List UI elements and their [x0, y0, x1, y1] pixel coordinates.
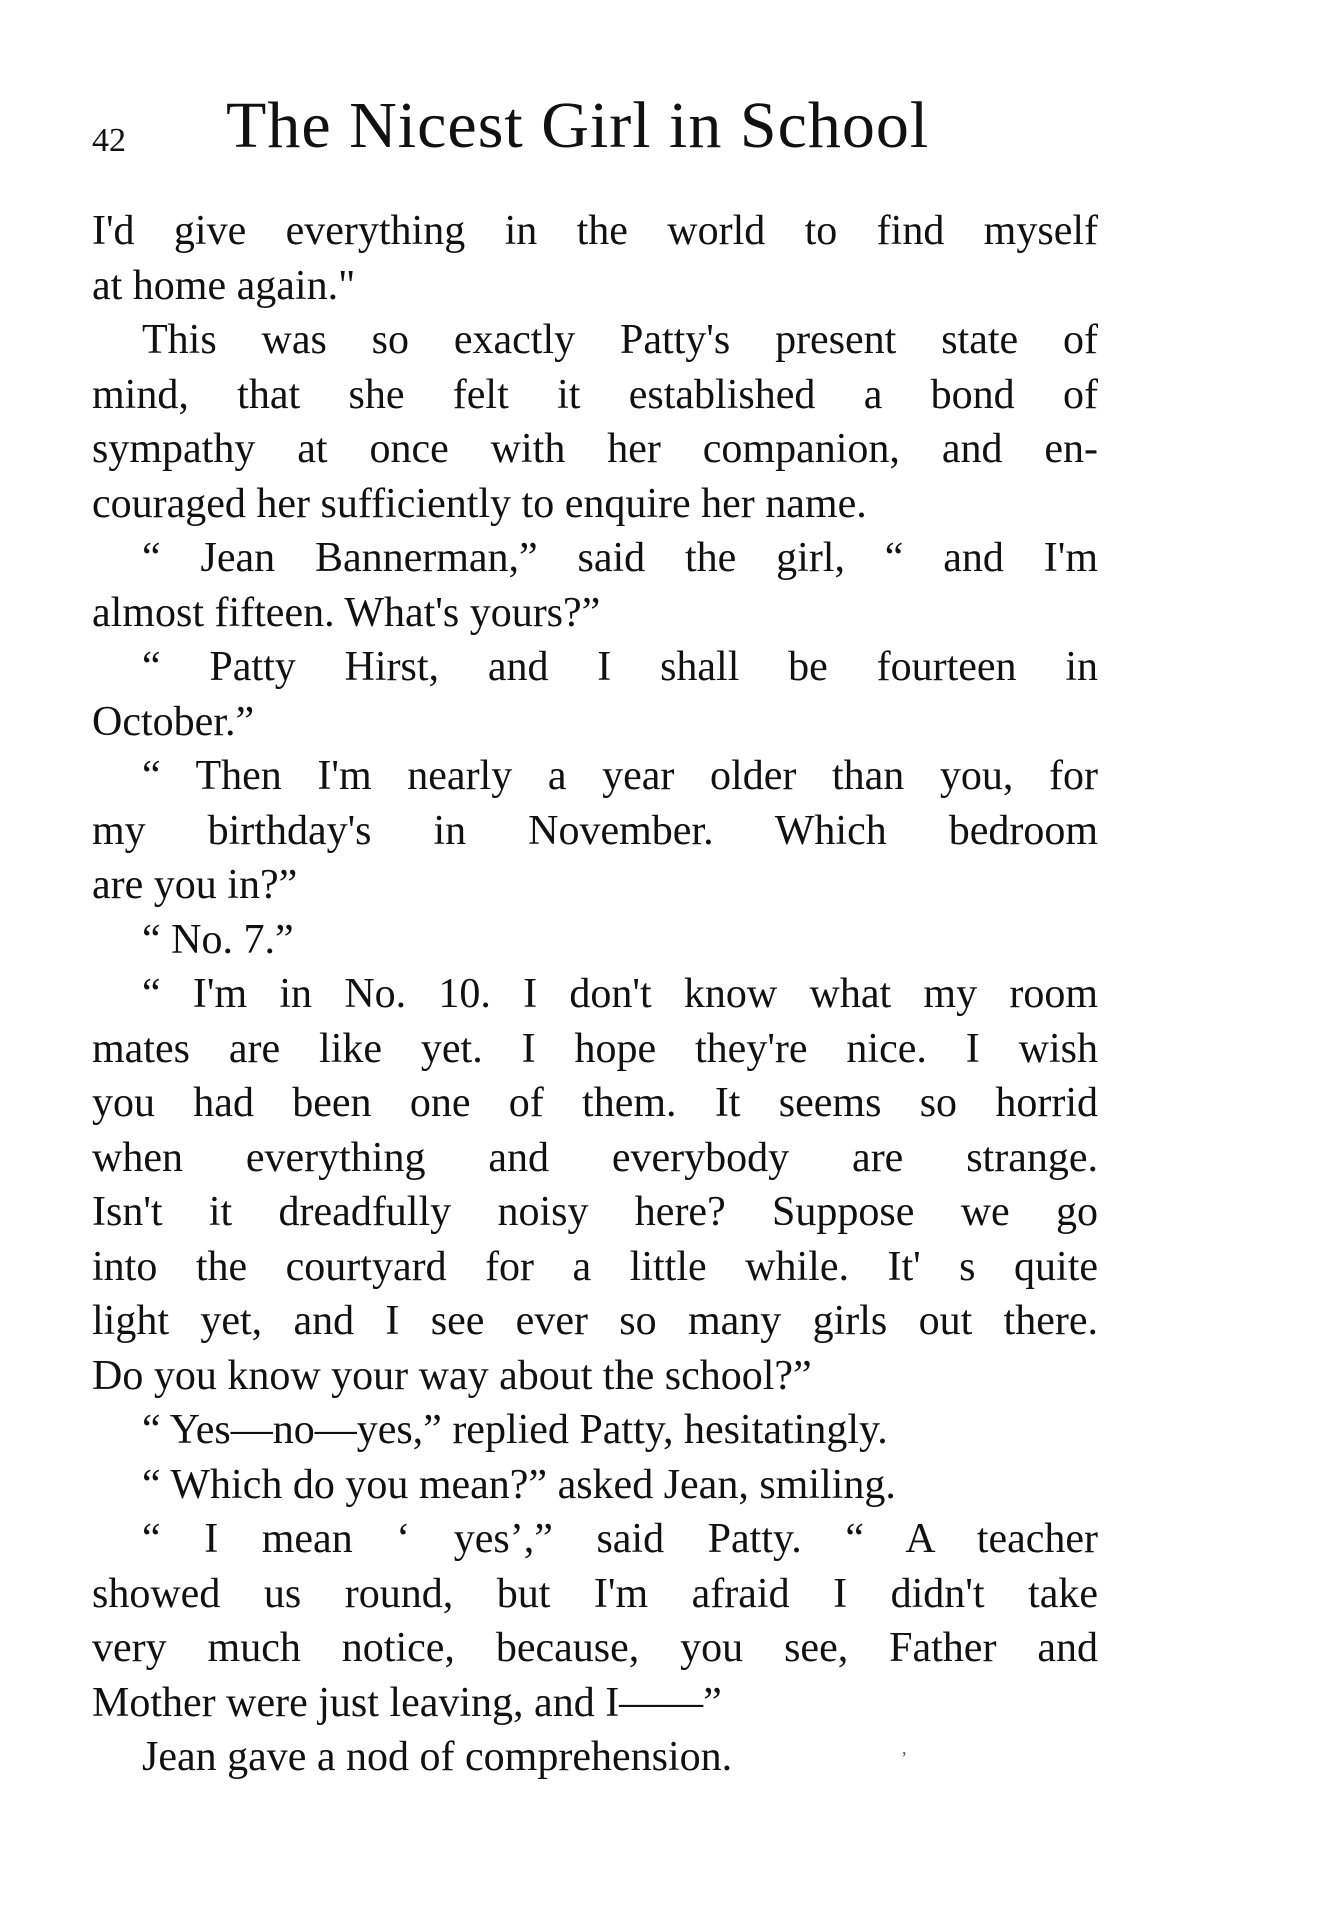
body-text	[92, 204, 1098, 1785]
text-line: mind, that she felt it established a bond of	[92, 371, 1098, 418]
text-line: very much notice, because, you see, Father and	[92, 1625, 1098, 1671]
page-number: 42	[92, 122, 126, 159]
text-line: couraged her sufficiently to enquire her name.	[92, 480, 867, 527]
text-line: mates are like yet. I hope they're nice. I wish	[92, 1025, 1098, 1072]
text-line: “ Jean Bannerman,” said the girl, “ and I'm	[142, 535, 1098, 581]
text-line: sympathy at once with her companion, and en-	[92, 426, 1098, 472]
text-line: “ Yes—no—yes,” replied Patty, hesitatingly.	[142, 1407, 888, 1453]
text-line: “ Patty Hirst, and I shall be fourteen in	[142, 644, 1098, 690]
text-line: Jean gave a nod of comprehension.	[142, 1734, 733, 1780]
text-line: at home again."	[92, 262, 356, 309]
stray-ink-mark: ,	[902, 1738, 907, 1758]
text-line: into the courtyard for a little while. It' s quite	[92, 1243, 1098, 1290]
running-title: The Nicest Girl in School	[226, 89, 930, 162]
text-line: Isn't it dreadfully noisy here? Suppose we go	[92, 1189, 1098, 1235]
text-line: “ Then I'm nearly a year older than you, for	[142, 753, 1098, 799]
text-line: “ No. 7.”	[142, 916, 294, 963]
text-line: light yet, and I see ever so many girls out there.	[92, 1298, 1098, 1344]
text-line: my birthday's in November. Which bedroom	[92, 807, 1098, 854]
page-header	[92, 88, 1092, 168]
text-line: Do you know your way about the school?”	[92, 1352, 812, 1399]
text-line: Mother were just leaving, and I——”	[92, 1679, 722, 1726]
text-line: “ Which do you mean?” asked Jean, smiling.	[142, 1461, 896, 1508]
text-line: you had been one of them. It seems so horrid	[92, 1080, 1098, 1126]
text-line: are you in?”	[92, 862, 298, 908]
text-line: This was so exactly Patty's present state of	[142, 317, 1098, 363]
text-line: October.”	[92, 698, 255, 745]
text-line: I'd give everything in the world to find myself	[92, 208, 1098, 254]
text-line: showed us round, but I'm afraid I didn't take	[92, 1570, 1098, 1617]
text-line: when everything and everybody are strange.	[92, 1134, 1098, 1181]
text-line: “ I mean ‘ yes’,” said Patty. “ A teacher	[142, 1516, 1098, 1562]
text-line: almost fifteen. What's yours?”	[92, 589, 601, 636]
text-line: “ I'm in No. 10. I don't know what my room	[142, 971, 1098, 1017]
